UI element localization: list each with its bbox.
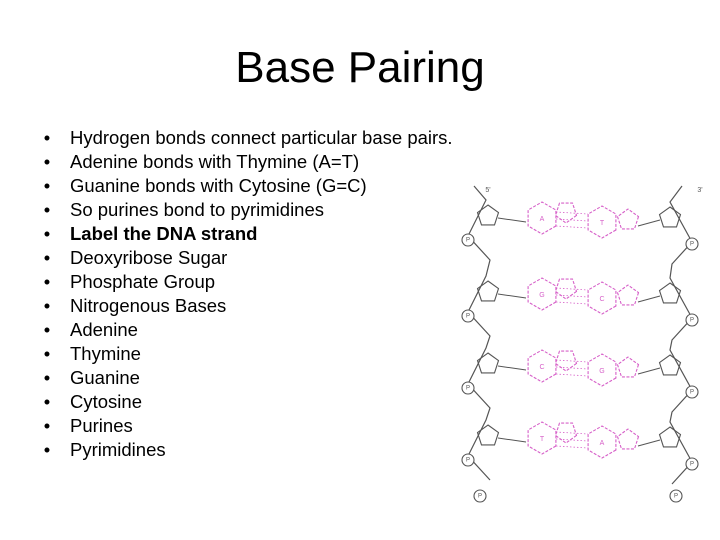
end-label: 5' (485, 186, 491, 194)
bullet-item (42, 342, 453, 366)
phosphate-label: P (465, 457, 471, 464)
bullet-text: Deoxyribose Sugar (70, 247, 228, 268)
hydrogen-bond (556, 288, 588, 290)
deoxyribose-sugar-left (478, 281, 499, 301)
base-letter-left: C (539, 363, 545, 371)
slide-title: Base Pairing (235, 43, 485, 92)
base-letter-left: G (539, 291, 545, 299)
sugar-base-link (498, 366, 526, 370)
hydrogen-bond (556, 212, 588, 214)
bullet-list (42, 126, 453, 462)
bullet-text: Guanine (70, 367, 140, 388)
hydrogen-bond (556, 360, 588, 362)
bullet-text: Label the DNA strand (70, 223, 258, 244)
hydrogen-bond (556, 374, 588, 376)
base-ring-left (556, 351, 577, 371)
sugar-base-link (638, 220, 660, 226)
bullet-text: Cytosine (70, 391, 142, 412)
hydrogen-bond (556, 226, 588, 228)
sugar-base-link (638, 368, 660, 374)
bullet-marker: • (43, 415, 51, 436)
phosphate-label: P (477, 493, 483, 500)
bullet-item (42, 294, 453, 318)
bullet-text: Adenine bonds with Thymine (A=T) (70, 151, 360, 172)
bullet-item (42, 366, 453, 390)
bullet-item (42, 270, 453, 294)
phosphate-label: P (465, 313, 471, 320)
deoxyribose-sugar-left (478, 205, 499, 225)
end-label: 3' (697, 186, 703, 194)
base-letter-right: C (599, 295, 605, 303)
phosphate-label: P (689, 389, 695, 396)
bullet-marker: • (43, 175, 51, 196)
phosphate-label: P (465, 385, 471, 392)
bullet-text: Nitrogenous Bases (70, 295, 227, 316)
hydrogen-bond (556, 302, 588, 304)
phosphate-label: P (689, 461, 695, 468)
bullet-text: Pyrimidines (70, 439, 166, 460)
dna-strand-svg (446, 166, 720, 514)
bullet-item (42, 246, 453, 270)
right-backbone-line (670, 186, 695, 484)
sugar-base-link (638, 440, 660, 446)
base-letter-left: A (539, 215, 545, 223)
bullet-marker: • (43, 391, 51, 412)
bullet-item (42, 174, 453, 198)
bullet-marker: • (43, 199, 51, 220)
base-ring-left (556, 423, 577, 443)
bullet-item (42, 150, 453, 174)
bullet-text: Hydrogen bonds connect particular base pairs. (70, 127, 453, 148)
dna-strand-diagram (446, 166, 720, 514)
hydrogen-bond (556, 446, 588, 448)
bullet-marker: • (43, 223, 51, 244)
base-letter-right: A (599, 439, 605, 447)
deoxyribose-sugar-right (660, 207, 681, 227)
base-ring-left (556, 203, 577, 223)
bullet-item (42, 390, 453, 414)
bullet-item-bold (42, 222, 453, 246)
phosphate-label: P (465, 237, 471, 244)
deoxyribose-sugar-right (660, 355, 681, 375)
deoxyribose-sugar-right (660, 427, 681, 447)
bullet-text: Purines (70, 415, 133, 436)
deoxyribose-sugar-left (478, 353, 499, 373)
bullet-marker: • (43, 367, 51, 388)
bullet-text: Guanine bonds with Cytosine (G=C) (70, 175, 367, 196)
bullet-text: So purines bond to pyrimidines (70, 199, 325, 220)
bullet-marker: • (43, 151, 51, 172)
bullet-marker: • (43, 127, 51, 148)
phosphate-label: P (689, 317, 695, 324)
bullet-marker: • (43, 271, 51, 292)
base-ring-right (618, 357, 639, 377)
bullet-marker: • (43, 439, 51, 460)
base-letter-right: T (599, 219, 605, 227)
deoxyribose-sugar-right (660, 283, 681, 303)
bullet-marker: • (43, 319, 51, 340)
bullet-item (42, 438, 453, 462)
base-ring-right (618, 285, 639, 305)
bullet-text: Adenine (70, 319, 138, 340)
sugar-base-link (498, 438, 526, 442)
sugar-base-link (498, 218, 526, 222)
bullet-item (42, 414, 453, 438)
bullet-text: Thymine (70, 343, 141, 364)
phosphate-label: P (689, 241, 695, 248)
base-ring-right (618, 429, 639, 449)
sugar-base-link (638, 296, 660, 302)
sugar-base-link (498, 294, 526, 298)
deoxyribose-sugar-left (478, 425, 499, 445)
base-ring-left (556, 279, 577, 299)
hydrogen-bond (556, 432, 588, 434)
bullet-marker: • (43, 295, 51, 316)
base-letter-left: T (539, 435, 545, 443)
base-letter-right: G (599, 367, 605, 375)
bullet-text: Phosphate Group (70, 271, 216, 292)
phosphate-label: P (673, 493, 679, 500)
bullet-item (42, 318, 453, 342)
bullet-marker: • (43, 247, 51, 268)
base-ring-right (618, 209, 639, 229)
bullet-item (42, 198, 453, 222)
bullet-marker: • (43, 343, 51, 364)
bullet-item (42, 126, 453, 150)
